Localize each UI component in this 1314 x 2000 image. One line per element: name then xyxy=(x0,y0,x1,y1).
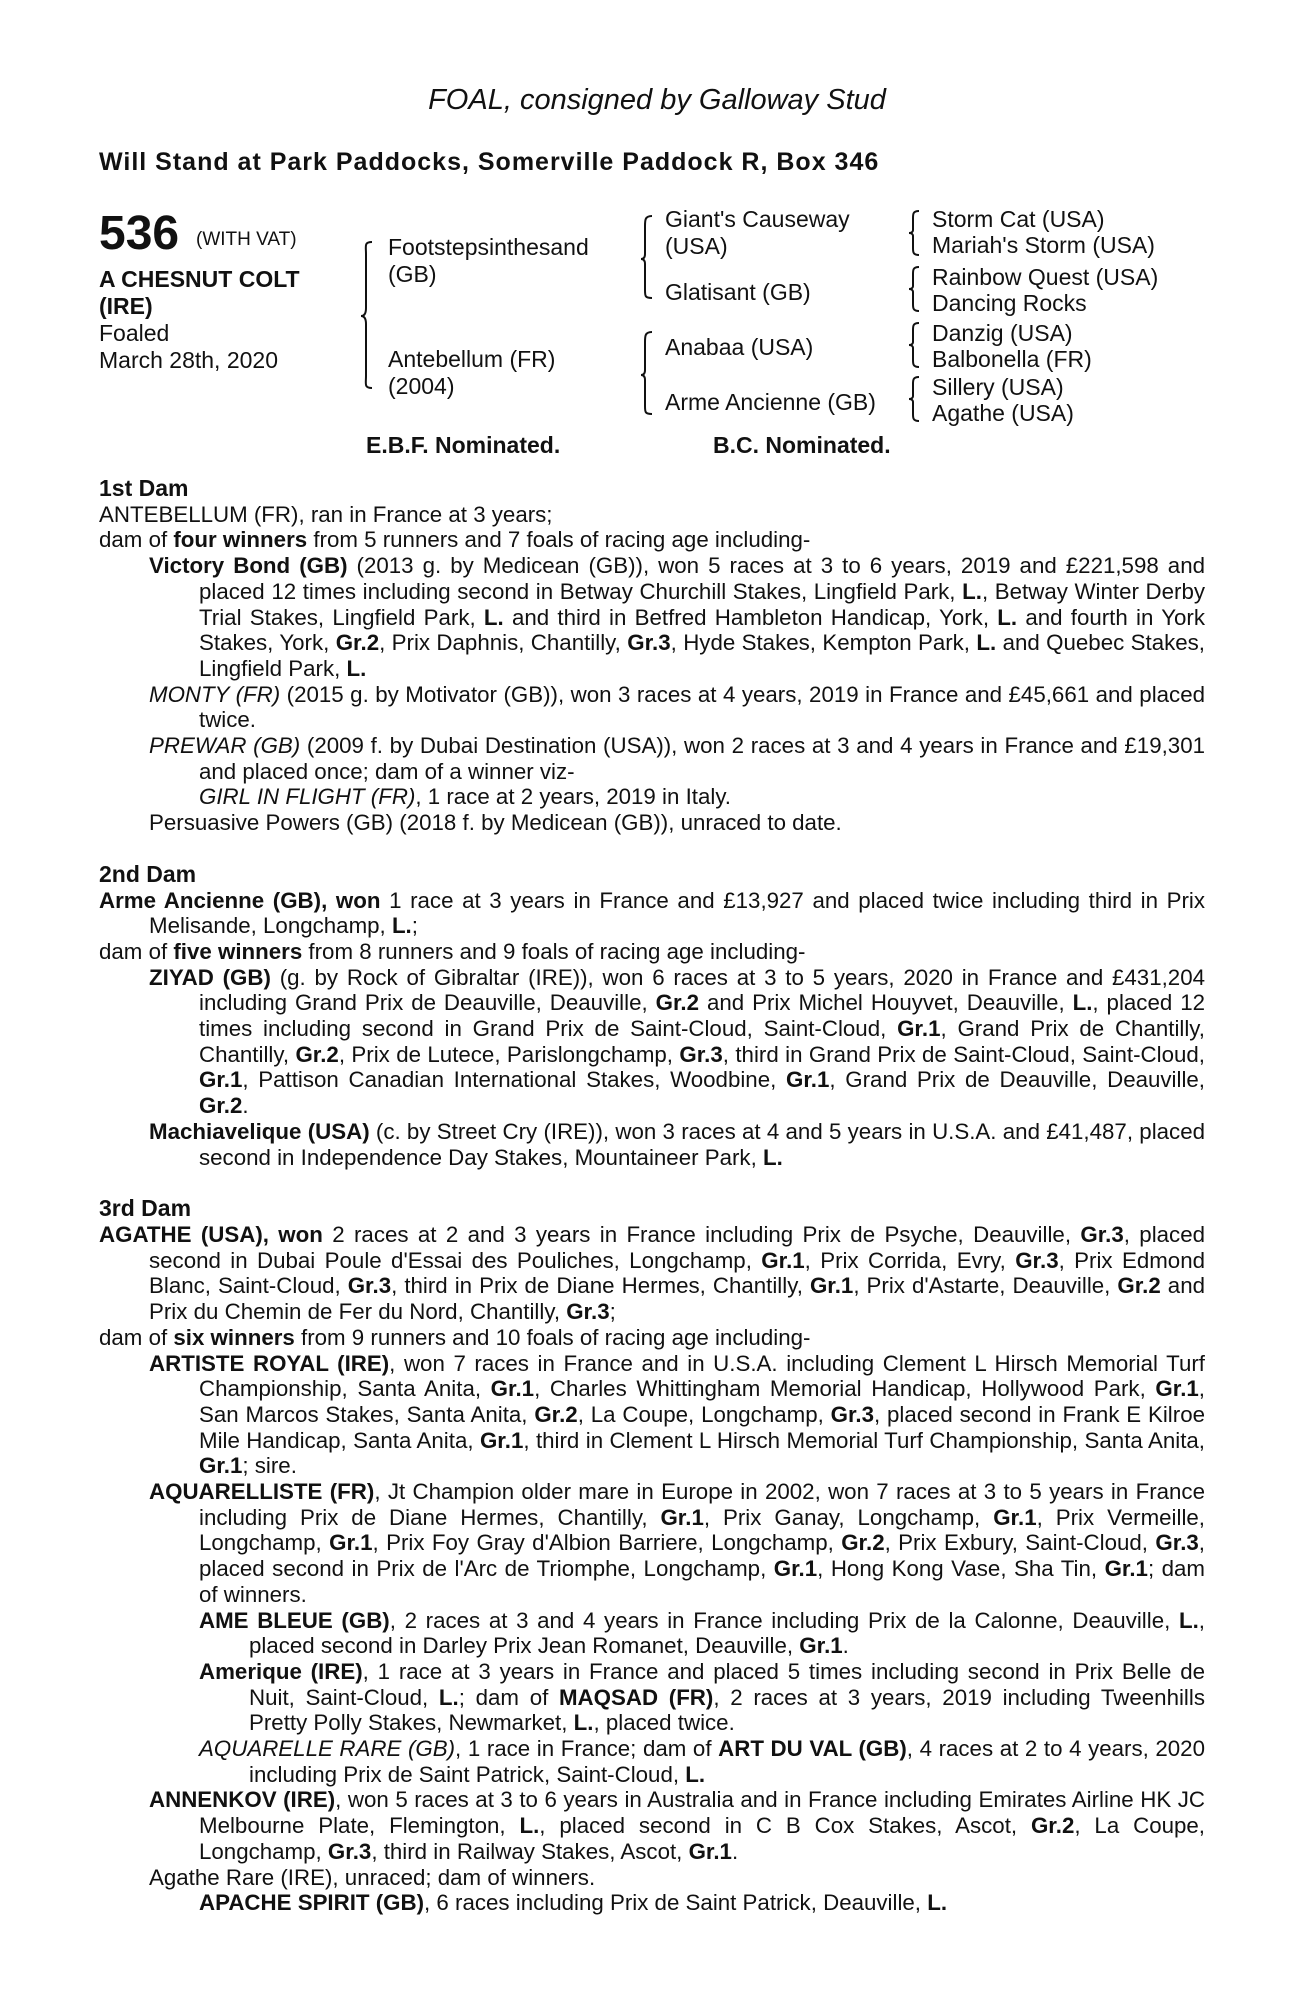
runner-ame-bleue: AME BLEUE (GB), 2 races at 3 and 4 years in France including Prix de la Calonne, Deauville, L., placed second in Darley Prix Jean Romanet, Deauville, Gr.1. xyxy=(199,1607,1205,1659)
pedigree-ssd: Mariah's Storm (USA) xyxy=(932,232,1155,258)
pedigree-sire-sire-country: (USA) xyxy=(665,233,728,259)
lot-description: A CHESNUT COLT xyxy=(99,266,300,292)
runner-apache-spirit: APACHE SPIRIT (GB), 6 races including Prix de Saint Patrick, Deauville, L. xyxy=(199,1890,948,1916)
pedigree-dss: Danzig (USA) xyxy=(932,320,1073,346)
dam-details xyxy=(99,476,1205,1916)
pedigree-sdd: Dancing Rocks xyxy=(932,290,1087,316)
runner-prewar: PREWAR (GB) (2009 f. by Dubai Destination (USA)), won 2 races at 3 and 4 years in France and £19,301 and placed once; dam of a winner viz- xyxy=(149,733,1205,784)
lot-number: 536 xyxy=(99,207,180,260)
pedigree-dam-dam: Arme Ancienne (GB) xyxy=(665,389,876,415)
pedigree-sire: Footstepsinthesand xyxy=(388,234,589,260)
third-dam-line: AGATHE (USA), won 2 races at 2 and 3 years in France including Prix de Psyche, Deauville, Gr.3, placed second in Dubai Poule d'Essai des Pouliches, Longchamp, Gr.1, Prix Corrida, Evry, Gr.3, Prix Edmond Blanc, Saint-Cloud, Gr.3, third in Prix de Diane Hermes, Chantilly, Gr.1, Prix d'Astarte, Deauville, Gr.2 and Prix du Chemin de Fer du Nord, Chantilly, Gr.3; xyxy=(99,1221,1206,1325)
runner-aquarelliste: AQUARELLISTE (FR), Jt Champion older mare in Europe in 2002, won 7 races at 3 to 5 years in France including Prix de Diane Hermes, Chantilly, Gr.1, Prix Ganay, Longchamp, Gr.1, Prix Vermeille, Longchamp, Gr.1, Prix Foy Gray d'Albion Barriere, Longchamp, Gr.2, Prix Exbury, Saint-Cloud, Gr.3, placed second in Prix de l'Arc de Triomphe, Longchamp, Gr.1, Hong Kong Vase, Sha Tin, Gr.1; dam of winners. xyxy=(149,1479,1206,1607)
pedigree-sds: Rainbow Quest (USA) xyxy=(932,264,1159,290)
lot-country: (IRE) xyxy=(99,293,153,319)
pedigree-sire-country: (GB) xyxy=(388,261,437,287)
bc-nominated: B.C. Nominated. xyxy=(713,432,891,458)
runner-amerique: Amerique (IRE), 1 race at 3 years in France and placed 5 times including second in Prix Belle de Nuit, Saint-Cloud, L.; dam of MAQSAD (FR), 2 races at 3 years, 2019 including Tweenhills Pretty Polly Stakes, Newmarket, L., placed twice. xyxy=(199,1658,1205,1736)
runner-artiste-royal: ARTISTE ROYAL (IRE), won 7 races in France and in U.S.A. including Clement L Hirsch Memorial Turf Championship, Santa Anita, Gr.1, Charles Whittingham Memorial Handicap, Hollywood Park, Gr.1, San Marcos Stakes, Santa Anita, Gr.2, La Coupe, Longchamp, Gr.3, placed second in Frank E Kilroe Mile Handicap, Santa Anita, Gr.1, third in Clement L Hirsch Memorial Turf Championship, Santa Anita, Gr.1; sire. xyxy=(149,1350,1205,1479)
first-dam-heading: 1st Dam xyxy=(99,475,189,501)
pedigree-dam-sire: Anabaa (USA) xyxy=(665,334,814,360)
pedigree-dds: Sillery (USA) xyxy=(932,374,1064,400)
runner-annenkov: ANNENKOV (IRE), won 5 races at 3 to 6 years in Australia and in France including Emirates Airline HK JC Melbourne Plate, Flemington, L., placed second in C B Cox Stakes, Ascot, Gr.2, La Coupe, Longchamp, Gr.3, third in Railway Stakes, Ascot, Gr.1. xyxy=(149,1787,1205,1864)
pedigree-bracket-main xyxy=(360,230,380,400)
stand-location: Will Stand at Park Paddocks, Somerville Paddock R, Box 346 xyxy=(99,148,880,176)
second-dam-heading: 2nd Dam xyxy=(99,860,197,887)
third-dam-produce: dam of six winners from 9 runners and 10 foals of racing age including- xyxy=(99,1324,811,1350)
runner-persuasive-powers: Persuasive Powers (GB) (2018 f. by Medicean (GB)), unraced to date. xyxy=(149,810,842,836)
pedigree-dam: Antebellum (FR) xyxy=(388,346,556,372)
foaled-label: Foaled xyxy=(99,320,170,346)
pedigree-bracket-dd xyxy=(907,374,923,426)
pedigree-bracket-sire xyxy=(640,212,660,304)
second-dam-line: Arme Ancienne (GB), won 1 race at 3 years in France and £13,927 and placed twice including third in Prix Melisande, Longchamp, L.; xyxy=(99,887,1205,939)
runner-machiavelique: Machiavelique (USA) (c. by Street Cry (IRE)), won 3 races at 4 and 5 years in U.S.A. and £41,487, placed second in Independence Day Stakes, Mountaineer Park, L. xyxy=(149,1118,1205,1170)
pedigree-ddd: Agathe (USA) xyxy=(932,400,1074,426)
second-dam-produce: dam of five winners from 8 runners and 9 foals of racing age including- xyxy=(99,938,806,964)
first-dam-produce: dam of four winners from 5 runners and 7 foals of racing age including- xyxy=(99,527,811,553)
pedigree-bracket-ss xyxy=(907,208,923,260)
pedigree-bracket-dam xyxy=(640,328,660,420)
pedigree-sss: Storm Cat (USA) xyxy=(932,206,1105,232)
pedigree-sire-sire: Giant's Causeway xyxy=(665,206,850,232)
ebf-nominated: E.B.F. Nominated. xyxy=(366,432,561,458)
runner-ziyad: ZIYAD (GB) (g. by Rock of Gibraltar (IRE)), won 6 races at 3 to 5 years, 2020 in France and £431,204 including Grand Prix de Deauville, Deauville, Gr.2 and Prix Michel Houyvet, Deauville, L., placed 12 times including second in Grand Prix de Saint-Cloud, Saint-Cloud, Gr.1, Grand Prix de Chantilly, Chantilly, Gr.2, Prix de Lutece, Parislongchamp, Gr.3, third in Grand Prix de Saint-Cloud, Saint-Cloud, Gr.1, Pattison Canadian International Stakes, Woodbine, Gr.1, Grand Prix de Deauville, Deauville, Gr.2. xyxy=(149,964,1206,1119)
pedigree-bracket-sd xyxy=(907,264,923,316)
pedigree-dsd: Balbonella (FR) xyxy=(932,346,1092,372)
runner-girl-in-flight: GIRL IN FLIGHT (FR), 1 race at 2 years, 2019 in Italy. xyxy=(199,784,732,810)
pedigree-sire-dam: Glatisant (GB) xyxy=(665,279,811,305)
pedigree-dam-year: (2004) xyxy=(388,373,455,399)
pedigree-bracket-ds xyxy=(907,320,923,372)
third-dam-heading: 3rd Dam xyxy=(99,1195,192,1222)
consignment-line: FOAL, consigned by Galloway Stud xyxy=(428,84,886,116)
runner-monty: MONTY (FR) (2015 g. by Motivator (GB)), won 3 races at 4 years, 2019 in France and £45,661 and placed twice. xyxy=(149,681,1206,733)
vat-note: (WITH VAT) xyxy=(196,229,297,250)
runner-victory-bond: Victory Bond (GB) (2013 g. by Medicean (GB)), won 5 races at 3 to 6 years, 2019 and £221,598 and placed 12 times including second in Betway Churchill Stakes, Lingfield Park, L., Betway Winter Derby Trial Stakes, Lingfield Park, L. and third in Betfred Hambleton Handicap, York, L. and fourth in York Stakes, York, Gr.2, Prix Daphnis, Chantilly, Gr.3, Hyde Stakes, Kempton Park, L. and Quebec Stakes, Lingfield Park, L. xyxy=(149,553,1206,681)
foaled-date: March 28th, 2020 xyxy=(99,347,279,373)
first-dam-line: ANTEBELLUM (FR), ran in France at 3 years; xyxy=(99,501,553,527)
runner-agathe-rare: Agathe Rare (IRE), unraced; dam of winners. xyxy=(149,1864,596,1890)
runner-aquarelle-rare: AQUARELLE RARE (GB), 1 race in France; dam of ART DU VAL (GB), 4 races at 2 to 4 years, 2020 including Prix de Saint Patrick, Saint-Cloud, L. xyxy=(199,1736,1205,1787)
